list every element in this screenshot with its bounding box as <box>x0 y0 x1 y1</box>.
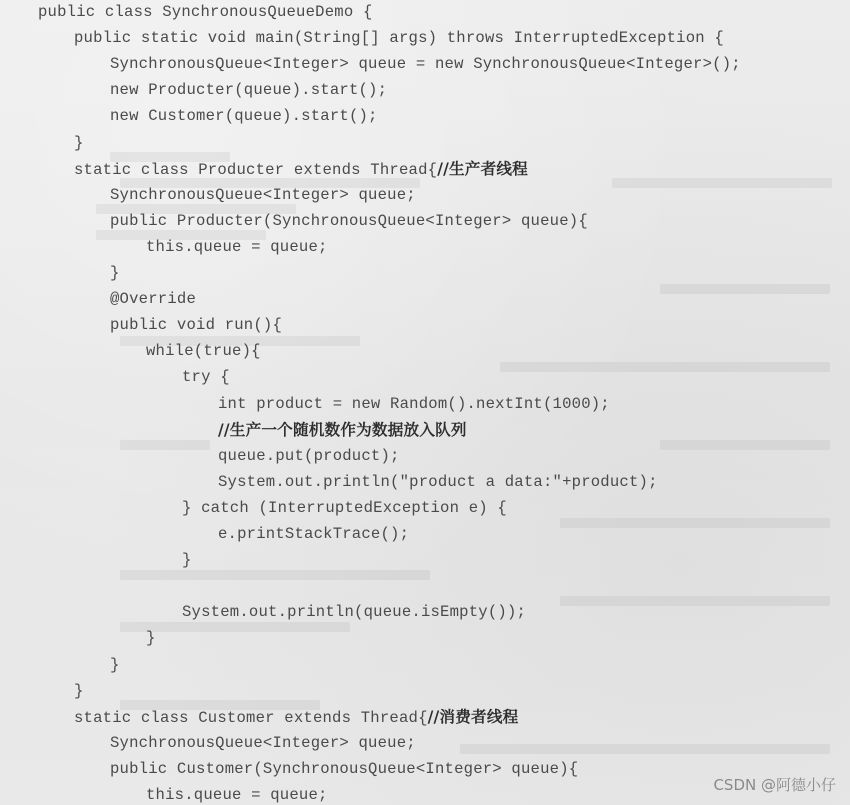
code-comment: //生产者线程 <box>437 159 528 178</box>
code-text: static class Producter extends Thread{ <box>74 160 438 179</box>
code-line <box>74 134 84 152</box>
code-line <box>110 760 578 778</box>
code-text: public class SynchronousQueueDemo { <box>38 3 373 21</box>
code-line <box>110 107 378 125</box>
code-line <box>182 368 230 386</box>
code-line <box>110 734 416 752</box>
code-line <box>146 786 328 804</box>
code-line <box>218 473 658 491</box>
code-line <box>110 212 588 230</box>
code-text: SynchronousQueue<Integer> queue = new SynchronousQueue<Integer>(); <box>110 55 741 74</box>
code-line <box>74 708 518 727</box>
code-line <box>110 81 387 99</box>
code-line <box>182 603 526 621</box>
code-text: public void run(){ <box>110 316 283 335</box>
code-text: this.queue = queue; <box>146 237 328 256</box>
code-text: @Override <box>110 290 197 309</box>
code-text: SynchronousQueue<Integer> queue; <box>110 733 416 752</box>
code-text: static class Customer extends Thread{ <box>74 708 428 727</box>
code-line <box>146 238 328 256</box>
code-text: } <box>182 551 192 570</box>
code-line <box>182 499 507 517</box>
code-text: public Customer(SynchronousQueue<Integer> queue){ <box>110 759 579 778</box>
code-text: e.printStackTrace(); <box>218 525 410 543</box>
code-text: } <box>110 264 120 282</box>
code-line <box>38 3 373 21</box>
code-text: try { <box>182 368 230 387</box>
code-line <box>110 316 282 334</box>
code-text: System.out.println(queue.isEmpty()); <box>182 603 527 622</box>
code-text: System.out.println("product a data:"+product); <box>218 472 658 491</box>
code-line <box>218 447 400 465</box>
code-line <box>218 395 610 413</box>
code-line <box>74 682 84 700</box>
watermark-label: CSDN @阿德小仔 <box>713 776 836 794</box>
code-text: this.queue = queue; <box>146 786 328 804</box>
code-line <box>110 656 120 674</box>
code-line <box>110 264 120 282</box>
code-comment: //生产一个随机数作为数据放入队列 <box>218 420 467 439</box>
code-line <box>218 421 467 440</box>
code-text: } <box>74 681 84 700</box>
code-line <box>74 29 724 47</box>
code-text: } <box>74 133 84 152</box>
code-text: public static void main(String[] args) throws InterruptedException { <box>74 29 724 48</box>
code-text: SynchronousQueue<Integer> queue; <box>110 185 416 204</box>
code-line <box>146 342 261 360</box>
code-line <box>110 55 741 73</box>
code-text: } <box>146 629 156 648</box>
code-text: } catch (InterruptedException e) { <box>182 498 507 517</box>
code-line <box>182 551 192 569</box>
code-text: } <box>110 655 120 674</box>
code-text: int product = new Random().nextInt(1000); <box>218 394 610 413</box>
code-line <box>110 290 196 308</box>
code-text: while(true){ <box>146 342 261 361</box>
code-text: new Producter(queue).start(); <box>110 81 388 100</box>
code-line <box>110 186 416 204</box>
code-line <box>74 160 528 179</box>
code-line <box>146 629 156 647</box>
code-text: public Producter(SynchronousQueue<Integer> queue){ <box>110 211 588 230</box>
code-line <box>218 525 409 543</box>
code-text: queue.put(product); <box>218 446 400 465</box>
code-comment: //消费者线程 <box>427 707 519 726</box>
code-text: new Customer(queue).start(); <box>110 107 378 126</box>
